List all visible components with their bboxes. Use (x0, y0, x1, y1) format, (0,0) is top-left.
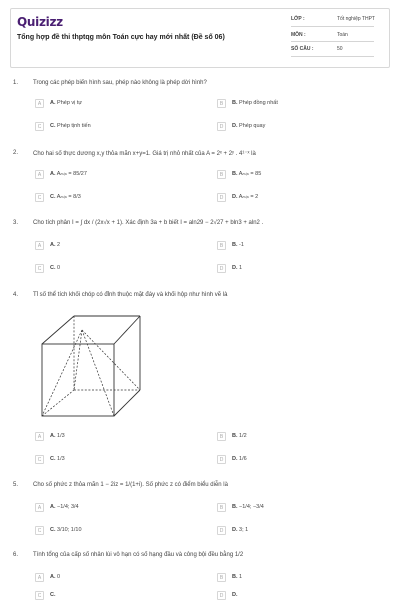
option-text: 1 (239, 265, 243, 271)
option-letter-box: A (35, 432, 44, 441)
question-number: 1. (13, 80, 19, 86)
option-text: 0 (57, 574, 61, 580)
cube-edge (114, 390, 140, 416)
quizizz-logo: Quizizz (17, 15, 63, 29)
option-text: -1 (239, 242, 244, 248)
option-letter-box: D (217, 591, 226, 600)
option-text: 1/2 (239, 433, 247, 439)
pyramid-edge (74, 330, 82, 390)
meta-label: MÔN : (291, 32, 306, 38)
option-text: Aₘᵢₙ = 8/3 (56, 194, 81, 200)
question-number: 6. (13, 552, 19, 558)
option-letter-box: D (217, 264, 226, 273)
option-text: 1/6 (239, 456, 247, 462)
option-text: 0 (57, 265, 61, 271)
question-text: Cho tích phân I = ∫ dx / (2x√x + 1). Xác định 3a + b biết I = aln29 − 2√27 + bln3 + aln2 . (33, 220, 264, 226)
pyramid-edge (82, 330, 114, 416)
option-letter-box: B (217, 170, 226, 179)
worksheet-title: Tổng hợp đề thi thptqg môn Toán cực hay mới nhất (Đề số 06) (17, 34, 225, 41)
option-text: 2 (57, 242, 61, 248)
option-text: 3/10; 1/10 (57, 527, 82, 533)
cube-edge (42, 316, 74, 344)
option-letter-box: A (35, 241, 44, 250)
cube-front-face (42, 344, 114, 416)
meta-label: SỐ CÂU : (291, 46, 314, 52)
option-text: Aₘᵢₙ = 85/27 (56, 171, 87, 177)
option-letter-box: C (35, 193, 44, 202)
meta-divider (291, 26, 374, 27)
meta-divider (291, 56, 374, 57)
option-text: 1 (239, 574, 243, 580)
option-letter-box: C (35, 455, 44, 464)
option-text: −1/4; 3/4 (57, 504, 79, 510)
question-text: Cho số phức z thỏa mãn 1 − 2iz = 1/(1+i). Số phức z có điểm biểu diễn là (33, 482, 228, 488)
option-letter-box: C (35, 264, 44, 273)
option-letter-box: A (35, 170, 44, 179)
box-pyramid-figure (36, 310, 146, 422)
option-text: Aₘᵢₙ = 85 (238, 171, 262, 177)
meta-divider (291, 41, 374, 42)
option-text: 3; 1 (239, 527, 249, 533)
option-letter-box: B (217, 99, 226, 108)
question-text: Tính tổng của cấp số nhân lùi vô hạn có số hạng đầu và công bội đều bằng 1/2 (33, 552, 244, 558)
option-letter-box: D (217, 455, 226, 464)
option-text: Phép quay (239, 123, 266, 129)
option-letter-box: B (217, 573, 226, 582)
option-letter-box: D (217, 526, 226, 535)
option-letter-box: D (217, 193, 226, 202)
option-text: Phép đồng nhất (239, 100, 278, 106)
option-text: 1/3 (57, 433, 65, 439)
option-text: Phép tịnh tiến (57, 123, 91, 129)
question-text: Cho hai số thực dương x,y thỏa mãn x+y=1. Giá trị nhỏ nhất của A = 2ˣ + 2ʸ . 4¹⁻ˣ là (33, 151, 256, 157)
option-letter-box: B (217, 503, 226, 512)
question-number: 4. (13, 292, 19, 298)
option-letter-box: A (35, 503, 44, 512)
question-number: 5. (13, 482, 19, 488)
option-text: Aₘᵢₙ = 2 (238, 194, 259, 200)
option-text: 1/3 (57, 456, 65, 462)
meta-value: Toán (337, 32, 348, 38)
option-letter-box: A (35, 99, 44, 108)
cube-edge (114, 316, 140, 344)
option-letter-box: C (35, 591, 44, 600)
option-text: Phép vị tự (57, 100, 83, 106)
question-number: 2. (13, 150, 19, 156)
pyramid-edge (82, 330, 140, 390)
option-text: −1/4; −3/4 (239, 504, 264, 510)
option-letter-box: C (35, 526, 44, 535)
question-text: Tỉ số thể tích khối chóp có đỉnh thuộc mặt đáy và khối hộp như hình vẽ là (33, 292, 228, 298)
option-letter-box: B (217, 432, 226, 441)
option-letter-box: A (35, 573, 44, 582)
meta-value: Tốt nghiệp THPT (337, 16, 375, 22)
meta-label: LỚP : (291, 16, 305, 22)
option-letter-box: C (35, 122, 44, 131)
worksheet-header (10, 8, 390, 68)
meta-value: 50 (337, 46, 343, 52)
option-letter-box: B (217, 241, 226, 250)
option-letter-box: D (217, 122, 226, 131)
question-text: Trong các phép biến hình sau, phép nào không là phép dời hình? (33, 80, 207, 86)
question-number: 3. (13, 220, 19, 226)
hidden-edge (42, 390, 74, 416)
